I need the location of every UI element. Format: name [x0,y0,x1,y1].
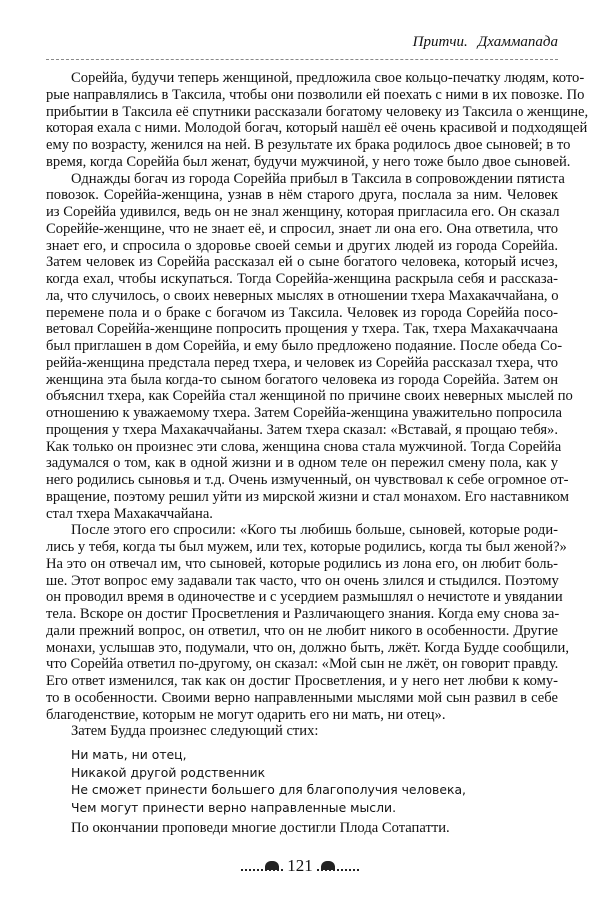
text-line: Затем Будда произнес следующий стих: [71,723,319,740]
text-line: которая ехала с ними. Молодой богач, который нашёл её очень красивой и подходящей [46,120,588,137]
poem-line: Никакой другой родственник [71,764,266,780]
text-line: Затем человек из Сореййа рассказал ей о сыне богатого человека, который исчез, [46,254,558,271]
text-line: задумался о том, как в одной жизни и в одном теле он пережил смену пола, как у [46,455,558,472]
text-line: лись у тебя, когда ты был мужем, или тех, которые родились, когда ты был женой?» [46,539,567,555]
text-line: время, когда Сореййа был женат, будучи мужчиной, у него тоже было двое сыновей. [46,153,571,170]
ornament-right-icon [317,862,359,872]
text-line: вращение, поэтому решил уйти из мирской жизни и стал монахом. Его наставником [46,488,570,505]
text-line: Сореййе-женщине, что не знает её, и спросил, знает ли она его. Она ответила, что [46,220,558,237]
text-line: реййа-женщина предстала перед тхера, и человек из Сореййа рассказал тхера, что [46,354,558,371]
text-line: повозок. Сореййа-женщина, узнав в нём старого друга, послала за ним. Человек [46,187,558,204]
text-line: монахи, услышав это, подумали, что он, должно быть, лжёт. Когда Будде сообщили, [46,639,569,656]
text-line: Его ответ изменился, так как он достиг Просветления, и у него нет любви к кому- [46,673,558,689]
text-line: перемене пола и о браке с богачом из Таксила. Человек из города Сореййа посо- [46,304,558,321]
text-line: был приглашен в дом Сореййа, и ему было предложено подаяние. После обеда Со- [46,338,563,354]
text-line: благоденствие, которым не могут одарить его ни мать, ни отец». [46,706,446,723]
text-line: ла, что случилось, о своих неверных мыслях в отношении тхера Махакаччайана, о [46,287,559,304]
text-line: тела. Вскоре он достиг Просветления и Различающего знания. Когда ему снова за- [46,606,560,622]
text-line: Однажды богач из города Сореййа прибыл в Таксила в сопровождении пятиста [71,170,565,187]
paragraph [46,170,573,523]
header-title: Дхаммапада [477,34,558,50]
paragraph [46,70,589,171]
text-line: прощения у тхера Махакаччайаны. Затем тхера сказал: «Вставай, я прощаю тебя». [46,421,558,438]
paragraph [46,820,558,837]
text-line: из Сореййа удивился, ведь он не знал женщину, которая пригласила его. Он сказал [46,204,560,220]
text-line: то в особенности. Своими верно направленными мыслями мой сын развил в себе [46,689,558,706]
text-line: него родились сыновья и т.д. Очень измученный, он чувствовал к себе огромное от- [46,472,569,488]
text-line: он проводил время в одиночестве и с усердием размышлял о нечистоте и увядании [46,589,563,606]
text-line: ветовал Сореййа-женщине попросить прощения у тхера. Так, тхера Махакаччаана [46,321,558,338]
poem-line: Чем могут принести верно направленные мысли. [71,799,397,815]
text-line: Как только он произнес эти слова, женщина снова стала мужчиной. Тогда Сореййа [46,438,562,455]
text-line: когда ехал, чтобы искупаться. Тогда Сореййа-женщина раскрыла себя и рассказа- [46,271,558,287]
text-line: По окончании проповеди многие достигли Плода Сотапатти. [71,820,450,836]
text-line: ему по возрасту, женился на ней. В результате их брака родилось двое сыновей; в то [46,137,571,153]
text-line: рые направлялись в Таксила, чтобы они позволили ей поехать с ними в их повозке. По [46,86,585,103]
header-section: Притчи. [412,34,468,50]
text-line: знает его, и спросила о здоровье своей семьи и других людей из города Сореййа. [46,237,558,254]
ornament-left-icon [241,862,283,872]
poem [46,746,558,816]
page-body [46,70,589,837]
text-line: ше. Этот вопрос ему задавали так часто, что он очень злился и стыдился. Поэтому [46,572,559,589]
text-line: стал тхера Махакаччайана. [46,505,213,522]
text-line: женщина эта была когда-то сыном богатого человека из города Сореййа. Затем он [46,371,558,388]
text-line: что Сореййа ответил по-другому, он сказал: «Мой сын не лжёт, он говорит правду. [46,656,559,673]
closing-paragraph [46,820,558,837]
text-line: прибытии в Таксила её спутники рассказали богатому человеку из Таксила о женщине, [46,103,589,120]
page-number: 121 [287,856,313,875]
running-header [46,34,558,51]
paragraphs [46,70,589,740]
text-line: отношению к уважаемому тхера. Затем Сореййа-женщина уважительно попросила [46,405,562,421]
header-rule [46,59,558,60]
poem-line: Ни мать, ни отец, [71,747,187,762]
page-footer [0,856,600,876]
text-line: После этого его спросили: «Кого ты любишь больше, сыновей, которые роди- [71,522,558,539]
paragraph [46,723,558,740]
text-line: объяснил тхера, как Сореййа стал женщиной по причине своих неверных мыслей по [46,388,573,405]
text-line: На это он отвечал им, что сыновей, которые родились из лона его, он любит боль- [46,555,558,572]
text-line: Сореййа, будучи теперь женщиной, предложила свое кольцо-печатку людям, кото- [71,70,585,86]
poem-line: Не сможет принести большего для благополучия человека, [71,782,466,797]
text-line: дали прежний вопрос, он ответил, что он не любит никого в особенности. Другие [46,622,558,639]
paragraph [46,522,569,723]
